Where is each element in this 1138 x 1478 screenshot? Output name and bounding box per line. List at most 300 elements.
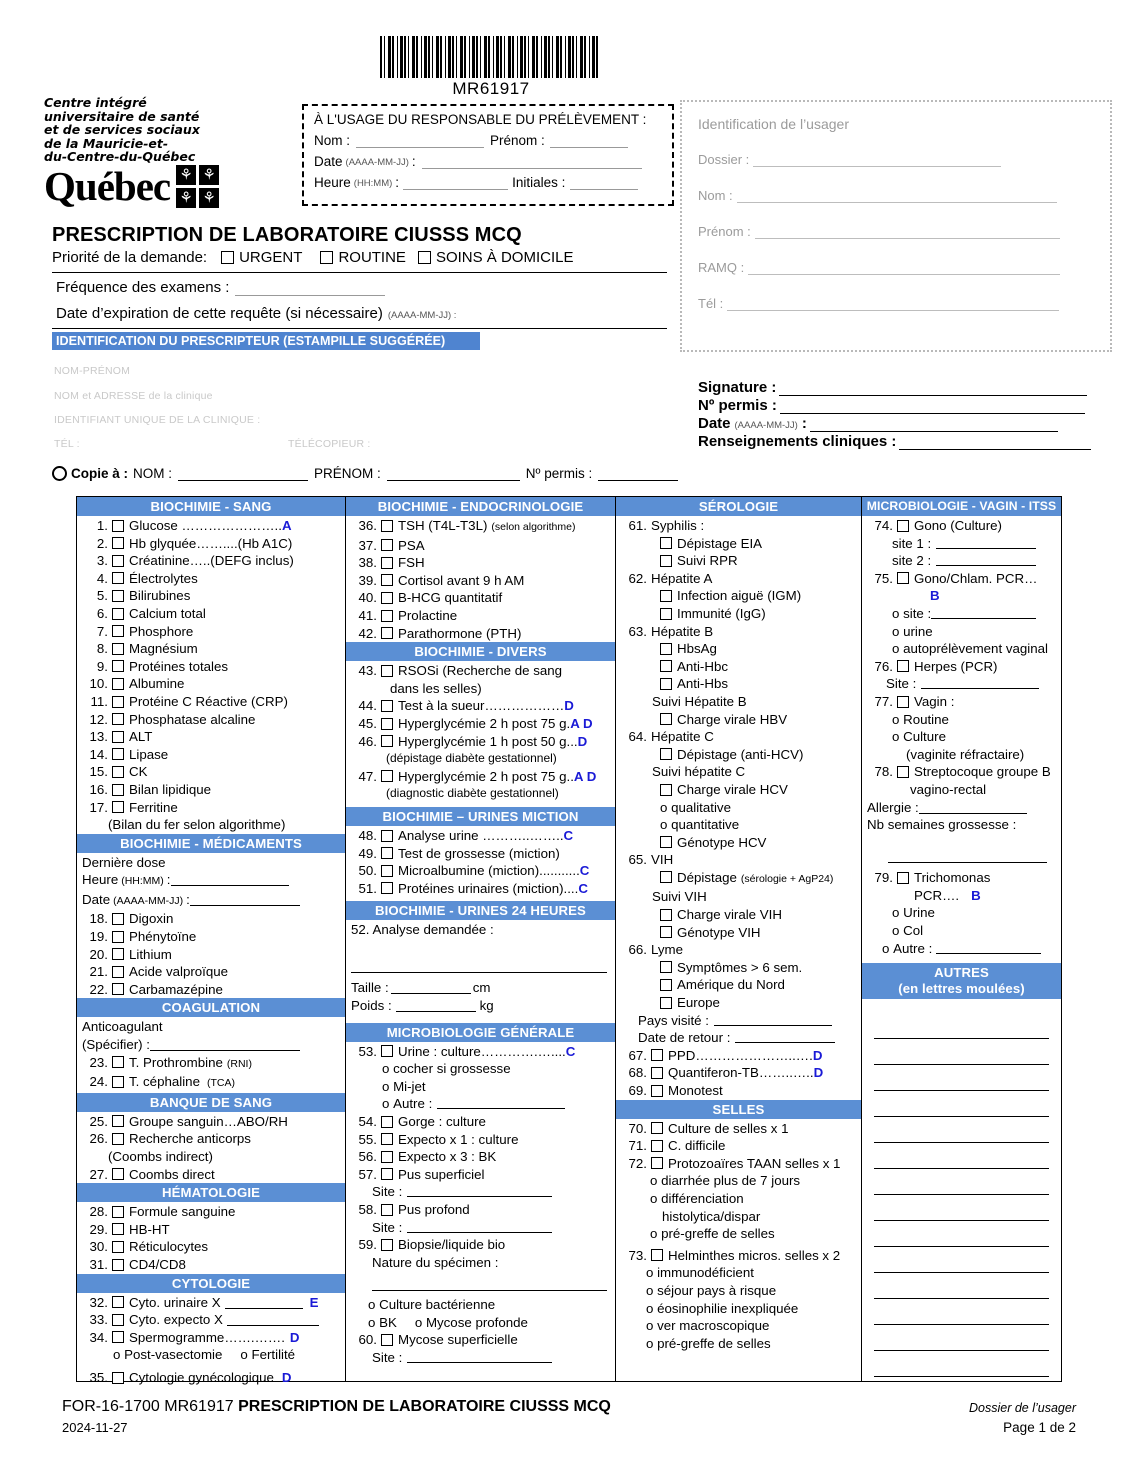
usager-nom-input[interactable] [737, 188, 1057, 203]
checkbox-hyperglycemie-2h-75g-diag[interactable] [381, 770, 393, 782]
option-anti-hbc[interactable] [616, 658, 861, 676]
test-item-49[interactable] [346, 845, 615, 863]
option-vagin-culture[interactable] [862, 728, 1061, 746]
checkbox-depistage-anti-hcv[interactable] [660, 748, 672, 760]
autres-line-14[interactable] [874, 1351, 1049, 1377]
checkbox-test-grossesse[interactable] [381, 847, 393, 859]
option-pcr-urine[interactable] [862, 623, 1061, 641]
test-item-34[interactable] [77, 1329, 345, 1347]
checkbox-creatinine[interactable] [112, 555, 124, 567]
checkbox-trichomonas-pcr[interactable] [897, 872, 909, 884]
checkbox-expecto-x3-bk[interactable] [381, 1151, 393, 1163]
option-culture-bacterienne[interactable] [346, 1296, 615, 1314]
test-item-23[interactable] [77, 1054, 345, 1074]
checkbox-herpes-pcr[interactable] [897, 660, 909, 672]
radio-vagin-culture[interactable]: o [892, 729, 904, 745]
option-trichomonas-col[interactable] [862, 922, 1061, 940]
checkbox-microalbumine[interactable] [381, 865, 393, 877]
checkbox-cytologie-gynecologique[interactable] [112, 1372, 124, 1384]
usager-ramq-input[interactable] [748, 260, 1060, 275]
item-number: 54. [358, 1114, 377, 1130]
test-item-9[interactable] [77, 658, 345, 676]
copie-permis-input[interactable] [598, 467, 678, 481]
test-item-79[interactable] [862, 869, 1061, 904]
test-item-30[interactable] [77, 1238, 345, 1256]
urine-autre-input[interactable] [437, 1095, 565, 1109]
test-item-39[interactable] [346, 572, 615, 590]
checkbox-phosphore[interactable] [112, 625, 124, 637]
item-number: 3. [96, 553, 108, 569]
test-item-51[interactable] [346, 880, 615, 898]
test-item-31[interactable] [77, 1256, 345, 1274]
autres-line-11[interactable] [874, 1273, 1049, 1299]
usager-prenom-input[interactable] [755, 224, 1060, 239]
analyse-demandee-input[interactable] [351, 959, 607, 973]
test-item-17[interactable] [77, 799, 345, 817]
test-item-20[interactable] [77, 946, 345, 964]
radio-sejour-pays-risque[interactable]: o [646, 1282, 658, 1298]
test-item-43[interactable] [346, 662, 615, 680]
frequence-input[interactable] [235, 282, 385, 296]
item-note: (RNI) [226, 1057, 252, 1070]
checkbox-amerique-du-nord[interactable] [660, 979, 672, 991]
checkbox-recherche-anticorps[interactable] [112, 1133, 124, 1145]
priority-checkbox-soins-domicile[interactable] [418, 251, 431, 264]
usager-tel-input[interactable] [727, 296, 1059, 311]
item-number: 78. [874, 764, 893, 780]
checkbox-protozoaires-taan[interactable] [651, 1157, 663, 1169]
option-immunite-igg[interactable] [616, 605, 861, 623]
radio-urine-autre[interactable]: o [382, 1096, 394, 1112]
option-pcr-site[interactable] [862, 605, 1061, 623]
checkbox-groupe-sanguin[interactable] [112, 1115, 124, 1127]
test-item-69[interactable] [616, 1082, 861, 1100]
option-europe[interactable] [616, 994, 861, 1012]
checkbox-europe[interactable] [660, 997, 672, 1009]
medicament-date-input[interactable] [190, 892, 300, 906]
checkbox-magnesium[interactable] [112, 643, 124, 655]
signature-date-input[interactable] [810, 416, 1058, 432]
checkbox-lithium[interactable] [112, 948, 124, 960]
checkbox-pus-superficiel[interactable] [381, 1168, 393, 1180]
checkbox-glucose[interactable] [112, 520, 124, 532]
test-item-18[interactable] [77, 910, 345, 928]
test-item-56[interactable] [346, 1148, 615, 1166]
test-item-11[interactable] [77, 693, 345, 711]
checkbox-charge-virale-hcv[interactable] [660, 784, 672, 796]
checkbox-proteines-urinaires[interactable] [381, 882, 393, 894]
checkbox-electrolytes[interactable] [112, 572, 124, 584]
checkbox-ck[interactable] [112, 766, 124, 778]
autres-line-3[interactable] [874, 1065, 1049, 1091]
checkbox-cyto-expecto[interactable] [112, 1314, 124, 1326]
checkbox-helminthes-micros[interactable] [651, 1249, 663, 1261]
checkbox-culture-selles[interactable] [651, 1122, 663, 1134]
test-item-67[interactable] [616, 1047, 861, 1065]
test-item-32[interactable] [77, 1294, 345, 1312]
option-qualitative[interactable] [616, 799, 861, 817]
option-genotype-hcv[interactable] [616, 834, 861, 852]
radio-pre-greffe-selles-73[interactable]: o [646, 1335, 658, 1351]
test-item-40[interactable] [346, 589, 615, 607]
checkbox-prothrombine[interactable] [112, 1056, 124, 1068]
radio-eosinophilie[interactable]: o [646, 1300, 658, 1316]
checkbox-quantiferon-tb[interactable] [651, 1067, 663, 1079]
radio-mycose-profonde[interactable]: o [414, 1314, 426, 1330]
radio-differenciation[interactable]: o [650, 1190, 662, 1206]
test-item-26[interactable] [77, 1130, 345, 1148]
checkbox-alt[interactable] [112, 731, 124, 743]
checkbox-ppd[interactable] [651, 1049, 663, 1061]
quebec-wordmark-row [44, 165, 274, 208]
autres-line-10[interactable] [874, 1247, 1049, 1273]
checkbox-symptomes-6sem[interactable] [660, 961, 672, 973]
copie-nom-input[interactable] [178, 467, 308, 481]
prelevement-initiales-input[interactable] [570, 176, 638, 190]
checkbox-infection-aigue-igm[interactable] [660, 590, 672, 602]
checkbox-carbamazepine[interactable] [112, 983, 124, 995]
autres-line-7[interactable] [874, 1169, 1049, 1195]
autres-line-4[interactable] [874, 1091, 1049, 1117]
option-trichomonas-urine[interactable] [862, 904, 1061, 922]
test-item-55[interactable] [346, 1131, 615, 1149]
checkbox-cyto-urinaire[interactable] [112, 1296, 124, 1308]
usager-dossier-input[interactable] [753, 152, 1001, 167]
option-immunodeficient[interactable] [616, 1264, 861, 1282]
checkbox-suivi-rpr[interactable] [660, 555, 672, 567]
radio-pcr-urine[interactable]: o [892, 623, 904, 639]
test-item-73[interactable] [616, 1247, 861, 1265]
option-charge-virale-hbv[interactable] [616, 711, 861, 729]
checkbox-crp[interactable] [112, 696, 124, 708]
radio-immunodeficient[interactable]: o [646, 1265, 658, 1281]
permis-input[interactable] [780, 398, 1085, 414]
allergie-input[interactable] [919, 800, 1027, 814]
test-item-53[interactable] [346, 1043, 615, 1061]
test-item-54[interactable] [346, 1113, 615, 1131]
test-item-29[interactable] [77, 1221, 345, 1239]
gono-site1-input[interactable] [936, 535, 1036, 549]
checkbox-urine-culture[interactable] [381, 1045, 393, 1057]
option-genotype-vih[interactable] [616, 924, 861, 942]
radio-mi-jet[interactable]: o [382, 1078, 394, 1094]
item-label: Lyme [651, 942, 684, 958]
test-item-57[interactable] [346, 1166, 615, 1184]
test-item-3[interactable] [77, 552, 345, 570]
option-symptomes-6sem[interactable] [616, 959, 861, 977]
autres-line-5[interactable] [874, 1117, 1049, 1143]
checkbox-analyse-urine[interactable] [381, 830, 393, 842]
autres-line-6[interactable] [874, 1143, 1049, 1169]
test-item-36[interactable] [346, 517, 615, 537]
medicament-heure-input[interactable] [171, 872, 289, 886]
radio-trichomonas-urine[interactable]: o [892, 905, 904, 921]
checkbox-charge-virale-hbv[interactable] [660, 713, 672, 725]
checkbox-bilirubines[interactable] [112, 590, 124, 602]
checkbox-spermogramme[interactable] [112, 1331, 124, 1343]
checkbox-gono-culture[interactable] [897, 520, 909, 532]
option-quantitative[interactable] [616, 816, 861, 834]
signature-input[interactable] [779, 380, 1087, 396]
test-item-50[interactable] [346, 862, 615, 880]
trichomonas-autre-input[interactable] [936, 940, 1041, 954]
radio-cocher-grossesse[interactable]: o [382, 1061, 394, 1077]
checkbox-proteines-totales[interactable] [112, 660, 124, 672]
radio-diarrhee-7-jours[interactable]: o [650, 1173, 662, 1189]
option-pre-greffe-selles-72[interactable] [616, 1225, 861, 1243]
item-number: 28. [89, 1204, 108, 1220]
test-item-48[interactable] [346, 827, 615, 845]
test-item-68[interactable] [616, 1064, 861, 1082]
cyto-urinaire-input[interactable] [225, 1295, 303, 1309]
option-eosinophilie[interactable] [616, 1300, 861, 1318]
checkbox-c-difficile[interactable] [651, 1140, 663, 1152]
checkbox-hb-glyquee[interactable] [112, 537, 124, 549]
option-hbsag[interactable] [616, 640, 861, 658]
test-item-19[interactable] [77, 928, 345, 946]
test-item-13[interactable] [77, 728, 345, 746]
autres-line-1[interactable] [874, 1013, 1049, 1039]
test-item-14[interactable] [77, 746, 345, 764]
checkbox-coombs-direct[interactable] [112, 1168, 124, 1180]
checkbox-phenytoine[interactable] [112, 931, 124, 943]
radio-pre-greffe-selles-72[interactable]: o [650, 1226, 662, 1242]
checkbox-anti-hbc[interactable] [660, 660, 672, 672]
test-item-41[interactable] [346, 607, 615, 625]
checkbox-hb-ht[interactable] [112, 1223, 124, 1235]
test-item-74[interactable] [862, 517, 1061, 535]
test-item-38[interactable] [346, 554, 615, 572]
date-retour-input[interactable] [735, 1029, 835, 1043]
pus-profond-site-input[interactable] [407, 1219, 552, 1233]
test-item-22[interactable] [77, 981, 345, 999]
test-item-42[interactable] [346, 625, 615, 643]
checkbox-tsh[interactable] [381, 520, 393, 532]
radio-label: ver macroscopique [657, 1318, 770, 1334]
taille-input[interactable] [391, 980, 471, 994]
radio-culture-bacterienne[interactable]: o [368, 1296, 380, 1312]
test-item-46[interactable] [346, 733, 615, 751]
checkbox-cortisol[interactable] [381, 574, 393, 586]
autres-line-8[interactable] [874, 1195, 1049, 1221]
poids-input[interactable] [396, 998, 476, 1012]
autres-writing-lines[interactable] [862, 999, 1061, 1377]
option-differenciation[interactable] [616, 1190, 861, 1208]
option-charge-virale-vih[interactable] [616, 906, 861, 924]
option-vagin-routine[interactable] [862, 711, 1061, 729]
test-item-35[interactable] [77, 1369, 345, 1387]
radio-bk[interactable]: o [368, 1314, 380, 1330]
checkbox-hbsag[interactable] [660, 643, 672, 655]
test-item-37[interactable] [346, 537, 615, 555]
option-depistage-anti-hcv[interactable] [616, 746, 861, 764]
test-item-60[interactable] [346, 1331, 615, 1349]
option-autoprelevement-vaginal[interactable] [862, 640, 1061, 658]
checkbox-rsosi[interactable] [381, 665, 393, 677]
option-suivi-rpr[interactable] [616, 552, 861, 570]
priority-checkbox-urgent[interactable] [221, 251, 234, 264]
test-item-7[interactable] [77, 623, 345, 641]
test-item-33[interactable] [77, 1311, 345, 1329]
checkbox-ferritine[interactable] [112, 801, 124, 813]
test-item-16[interactable] [77, 781, 345, 799]
test-item-5[interactable] [77, 587, 345, 605]
test-item-25[interactable] [77, 1113, 345, 1131]
test-item-8[interactable] [77, 640, 345, 658]
checkbox-depistage-vih[interactable] [660, 871, 672, 883]
specifier-input[interactable] [150, 1037, 300, 1051]
copie-prenom-input[interactable] [387, 467, 520, 481]
test-item-44[interactable] [346, 697, 615, 715]
checkbox-gono-chlam-pcr[interactable] [897, 572, 909, 584]
option-trichomonas-autre[interactable] [862, 940, 1061, 958]
prelevement-heure-input[interactable] [403, 176, 508, 190]
test-item-59[interactable] [346, 1236, 615, 1254]
test-item-24[interactable] [77, 1073, 345, 1093]
radio-post-vasectomie[interactable]: o [113, 1347, 125, 1363]
checkbox-cd4-cd8[interactable] [112, 1259, 124, 1271]
test-item-28[interactable] [77, 1203, 345, 1221]
test-item-71[interactable] [616, 1137, 861, 1155]
test-item-6[interactable] [77, 605, 345, 623]
test-item-72[interactable] [616, 1155, 861, 1173]
checkbox-depistage-eia[interactable] [660, 537, 672, 549]
checkbox-digoxin[interactable] [112, 913, 124, 925]
checkbox-monotest[interactable] [651, 1085, 663, 1097]
item-label: Réticulocytes [129, 1239, 209, 1255]
radio-trichomonas-col[interactable]: o [892, 923, 904, 939]
checkbox-acide-valproique[interactable] [112, 966, 124, 978]
option-diarrhee-7-jours[interactable] [616, 1172, 861, 1190]
test-item-45[interactable] [346, 715, 615, 733]
checkbox-genotype-hcv[interactable] [660, 836, 672, 848]
pus-superficiel-site-input[interactable] [407, 1183, 552, 1197]
option-anti-hbs[interactable] [616, 675, 861, 693]
pcr-site-input[interactable] [931, 605, 1036, 619]
test-item-76[interactable] [862, 658, 1061, 676]
test-item-10[interactable] [77, 675, 345, 693]
checkbox-formule-sanguine[interactable] [112, 1206, 124, 1218]
test-item-2[interactable] [77, 535, 345, 553]
prelevement-nom-input[interactable] [356, 134, 484, 148]
checkbox-reticulocytes[interactable] [112, 1241, 124, 1253]
checkbox-vagin[interactable] [897, 696, 909, 708]
radio-ver-macroscopique[interactable]: o [646, 1318, 658, 1334]
option-charge-virale-hcv[interactable] [616, 781, 861, 799]
option-sejour-pays-risque[interactable] [616, 1282, 861, 1300]
test-item-21[interactable] [77, 963, 345, 981]
test-item-75[interactable] [862, 570, 1061, 605]
site-label: Site : [372, 1349, 403, 1365]
checkbox-test-sueur[interactable] [381, 700, 393, 712]
test-item-77[interactable] [862, 693, 1061, 711]
mycose-site-input[interactable] [407, 1349, 552, 1363]
test-item-78[interactable] [862, 763, 1061, 781]
option-depistage-eia[interactable] [616, 535, 861, 553]
test-item-15[interactable] [77, 763, 345, 781]
checkbox-parathormone[interactable] [381, 627, 393, 639]
radio-autoprelevement-vaginal[interactable]: o [892, 641, 904, 657]
test-item-27[interactable] [77, 1166, 345, 1184]
nature-specimen-input[interactable] [372, 1277, 607, 1291]
checkbox-bilan-lipidique[interactable] [112, 784, 124, 796]
herpes-site-input[interactable] [921, 675, 1039, 689]
checkbox-fsh[interactable] [381, 557, 393, 569]
checkbox-phosphatase-alcaline[interactable] [112, 713, 124, 725]
option-pre-greffe-selles-73[interactable] [616, 1335, 861, 1353]
site2-label: site 2 : [892, 553, 932, 569]
option-urine-autre[interactable] [346, 1095, 615, 1113]
test-item-70[interactable] [616, 1120, 861, 1138]
option-infection-aigue-igm[interactable] [616, 587, 861, 605]
checkbox-charge-virale-vih[interactable] [660, 909, 672, 921]
checkbox-streptocoque-groupe-b[interactable] [897, 766, 909, 778]
cyto-expecto-input[interactable] [227, 1312, 319, 1326]
test-item-4[interactable] [77, 570, 345, 588]
pays-visite-input[interactable] [714, 1012, 832, 1026]
nb-semaines-grossesse-input[interactable] [888, 849, 1047, 863]
checkbox-biopsie-liquide-bio[interactable] [381, 1239, 393, 1251]
checkbox-lipase[interactable] [112, 748, 124, 760]
item-label: Immunité (IgG) [677, 605, 766, 621]
item-label: HbsAg [677, 641, 717, 657]
checkbox-prolactine[interactable] [381, 610, 393, 622]
renseignements-input[interactable] [899, 434, 1091, 450]
copie-radio[interactable] [52, 466, 67, 481]
checkbox-mycose-superficielle[interactable] [381, 1334, 393, 1346]
radio-pcr-site[interactable]: o [892, 605, 904, 621]
gono-site2-input[interactable] [936, 552, 1036, 566]
option-ver-macroscopique[interactable] [616, 1317, 861, 1335]
checkbox-pus-profond[interactable] [381, 1204, 393, 1216]
radio-fertilite[interactable]: o [240, 1347, 252, 1363]
priority-checkbox-routine[interactable] [320, 251, 333, 264]
autres-line-2[interactable] [874, 1039, 1049, 1065]
prelevement-prenom-input[interactable] [550, 134, 628, 148]
checkbox-expecto-x1[interactable] [381, 1133, 393, 1145]
checkbox-calcium-total[interactable] [112, 608, 124, 620]
checkbox-genotype-vih[interactable] [660, 926, 672, 938]
radio-quantitative[interactable]: o [660, 817, 672, 833]
test-item-1[interactable] [77, 517, 345, 535]
autres-line-13[interactable] [874, 1325, 1049, 1351]
option-cocher-grossesse[interactable] [346, 1060, 615, 1078]
checkbox-immunite-igg[interactable] [660, 608, 672, 620]
checkbox-hyperglycemie-1h-50g[interactable] [381, 735, 393, 747]
radio-vagin-routine[interactable]: o [892, 711, 904, 727]
test-item-58[interactable] [346, 1201, 615, 1219]
checkbox-bhcg[interactable] [381, 592, 393, 604]
checkbox-cephaline[interactable] [112, 1076, 124, 1088]
option-depistage-vih[interactable] [616, 869, 861, 889]
autres-line-12[interactable] [874, 1299, 1049, 1325]
item-label: Lithium [129, 946, 172, 962]
option-amerique-du-nord[interactable] [616, 976, 861, 994]
checkbox-albumine[interactable] [112, 678, 124, 690]
prelevement-date-input[interactable] [422, 155, 642, 169]
test-item-47[interactable] [346, 768, 615, 786]
checkbox-hyperglycemie-2h-75g-a[interactable] [381, 718, 393, 730]
checkbox-anti-hbs[interactable] [660, 678, 672, 690]
specifier-row [77, 1036, 345, 1054]
radio-trichomonas-autre[interactable]: o [882, 940, 894, 956]
test-item-12[interactable] [77, 711, 345, 729]
checkbox-psa[interactable] [381, 539, 393, 551]
autres-line-9[interactable] [874, 1221, 1049, 1247]
radio-qualitative[interactable]: o [660, 799, 672, 815]
option-mi-jet[interactable] [346, 1078, 615, 1096]
checkbox-gorge-culture[interactable] [381, 1116, 393, 1128]
